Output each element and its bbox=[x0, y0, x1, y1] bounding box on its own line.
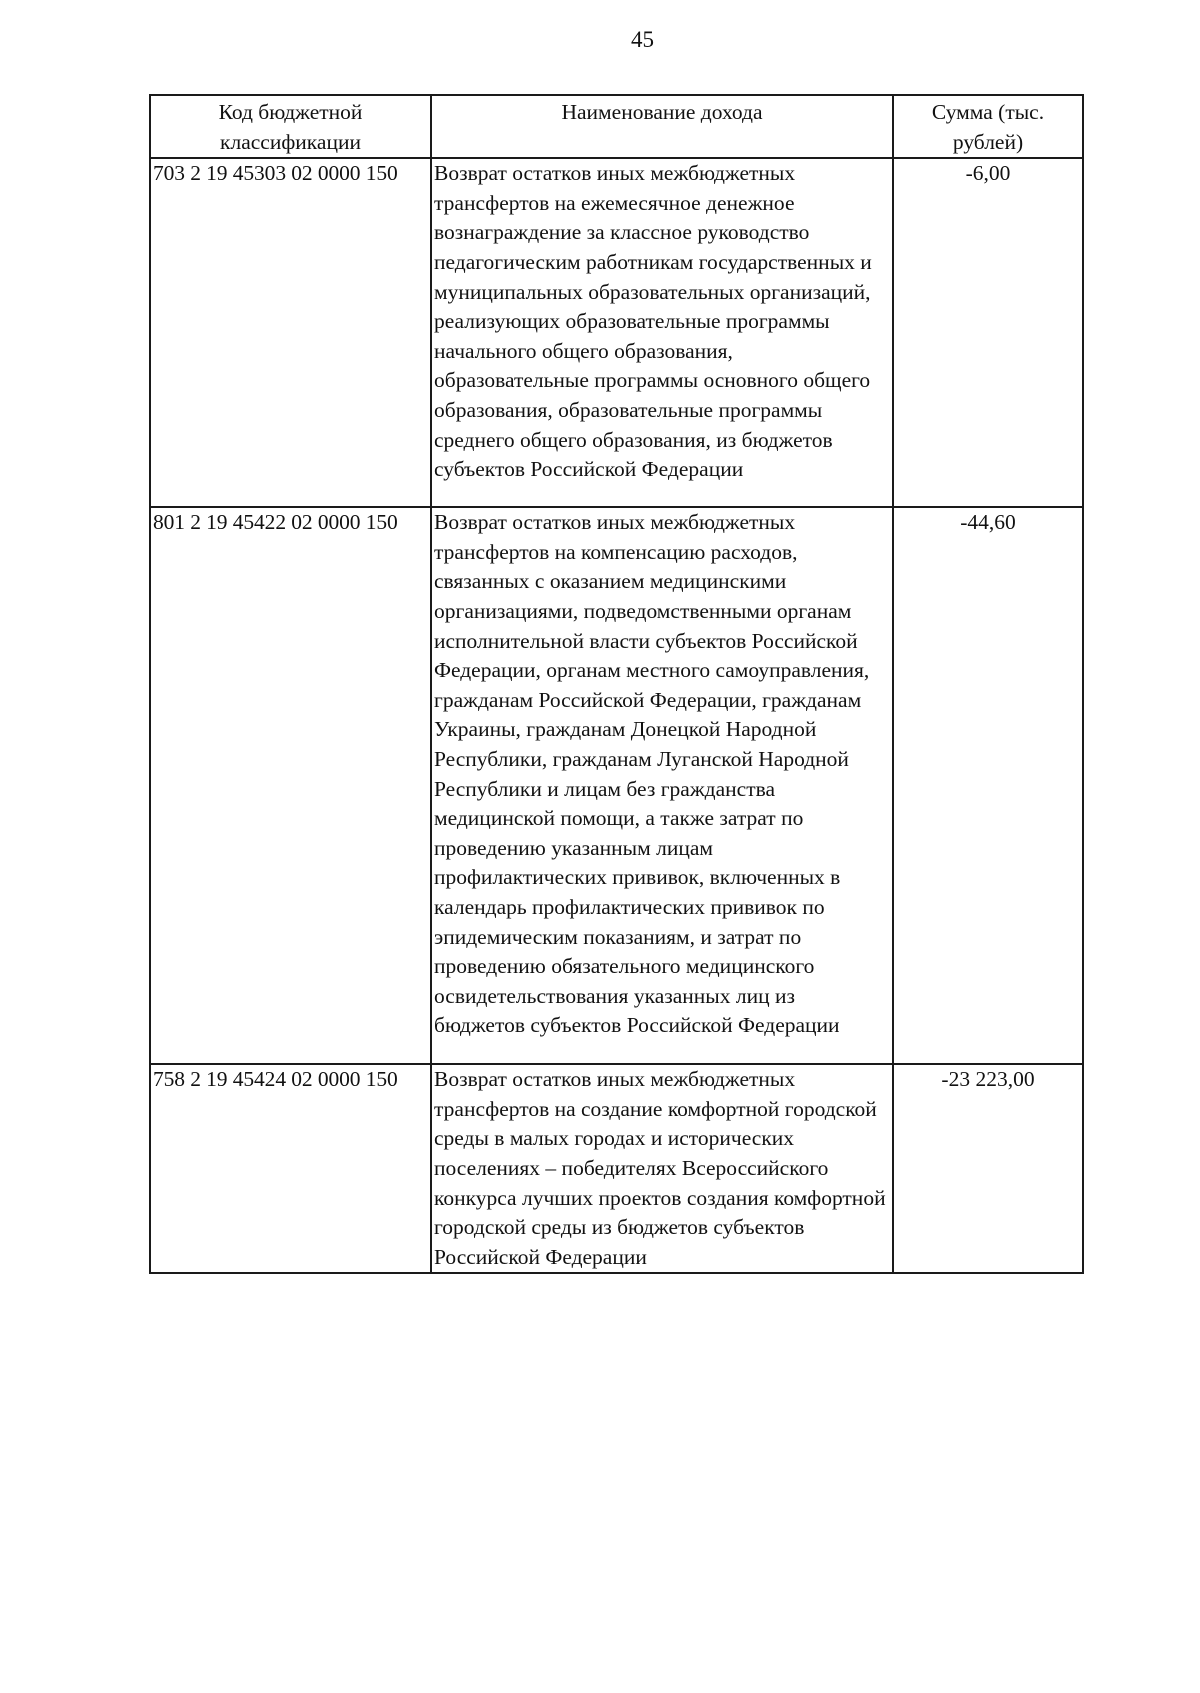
table-row bbox=[150, 1064, 1083, 1273]
amount-cell: -23 223,00 bbox=[893, 1064, 1083, 1273]
header-sum: Сумма (тыс. рублей) bbox=[893, 95, 1083, 158]
revenue-name-cell: Возврат остатков иных межбюджетных трансфертов на компенсацию расходов, связанных с оказанием медицинскими организациями, подведомственными органам исполнительной власти субъектов Российской Федерации, органам местного самоуправления, гражданам Российской Федерации, гражданам Украины, гражданам Донецкой Народной Республики, гражданам Луганской Народной Республики и лицам без гражданства медицинской помощи, а также затрат по проведению указанным лицам профилактических прививок, включенных в календарь профилактических прививок по эпидемическим показаниям, и затрат по проведению обязательного медицинского освидетельствования указанных лиц из бюджетов субъектов Российской Федерации bbox=[431, 507, 893, 1064]
revenue-name-cell: Возврат остатков иных межбюджетных трансфертов на ежемесячное денежное вознаграждение за классное руководство педагогическим работникам государственных и муниципальных образовательных организаций, реализующих образовательные программы начального общего образования, образовательные программы основного общего образования, образовательные программы среднего общего образования, из бюджетов субъектов Российской Федерации bbox=[431, 158, 893, 507]
table-row bbox=[150, 158, 1083, 507]
header-name: Наименование дохода bbox=[431, 95, 893, 158]
revenue-table bbox=[149, 94, 1084, 1274]
budget-code-cell: 758 2 19 45424 02 0000 150 bbox=[150, 1064, 431, 1273]
revenue-name-cell: Возврат остатков иных межбюджетных трансфертов на создание комфортной городской среды в малых городах и исторических поселениях – победителях Всероссийского конкурса лучших проектов создания комфортной городской среды из бюджетов субъектов Российской Федерации bbox=[431, 1064, 893, 1273]
table-row bbox=[150, 507, 1083, 1064]
page-number: 45 bbox=[631, 27, 654, 52]
budget-code-cell: 703 2 19 45303 02 0000 150 bbox=[150, 158, 431, 507]
budget-code-cell: 801 2 19 45422 02 0000 150 bbox=[150, 507, 431, 1064]
table-header-row bbox=[150, 95, 1083, 158]
header-code: Код бюджетной классификации bbox=[150, 95, 431, 158]
amount-cell: -6,00 bbox=[893, 158, 1083, 507]
amount-cell: -44,60 bbox=[893, 507, 1083, 1064]
